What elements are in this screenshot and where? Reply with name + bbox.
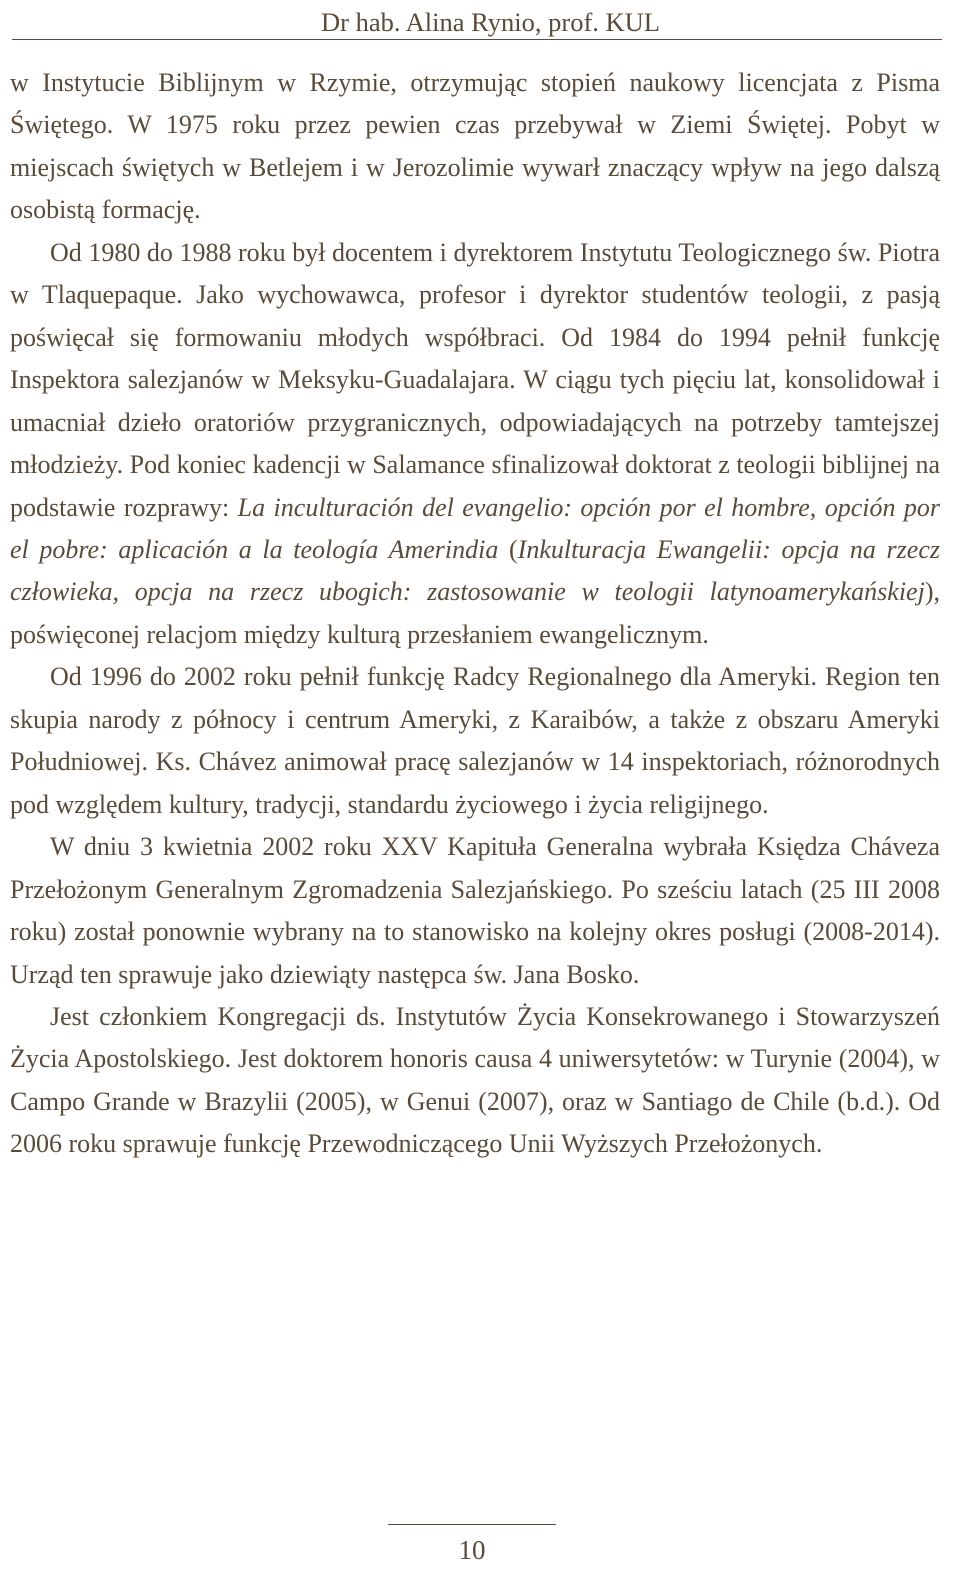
running-header — [12, 4, 942, 40]
paragraph-1: w Instytucie Biblijnym w Rzymie, otrzymując stopień naukowy licencjata z Pisma Świętego. W 1975 roku przez pewien czas przebywał w Ziemi Świętej. Pobyt w miejscach świętych w Betlejem i w Jerozolimie wywarł znaczący wpływ na jego dalszą osobistą formację. — [10, 68, 940, 225]
dissertation-title-translation: Inkulturacja Ewangelii: opcja na rzecz człowieka, opcja na rzecz ubogich: zastosowanie w teologii latynoamerykańskiej — [10, 534, 940, 607]
paragraph-3: Od 1996 do 2002 roku pełnił funkcję Radcy Regionalnego dla Ameryki. Region ten skupia narody z północy i centrum Ameryki, z Karaibów, a także z obszaru Ameryki Południowej. Ks. Chávez animował pracę salezjanów w 14 inspektoriach, różnorodnych pod względem kultury, tradycji, standardu życiowego i życia religijnego. — [10, 662, 940, 819]
footer-rule — [388, 1524, 556, 1525]
paragraph-2-text-b: ( — [498, 534, 518, 564]
running-header-title: Dr hab. Alina Rynio, prof. KUL — [321, 7, 660, 37]
dissertation-title: La inculturación del evangelio: opción por el hombre, opción por el pobre: aplicación a la teología Amerindia — [10, 492, 940, 564]
page-number: 10 — [458, 1535, 486, 1565]
paragraph-4: W dniu 3 kwietnia 2002 roku XXV Kapituła Generalna wybrała Księdza Cháveza Przełożonym Generalnym Zgromadzenia Salezjańskiego. Po sześciu latach (25 III 2008 roku) został ponownie wybrany na to stanowisko na kolejny okres posługi (2008-2014). Urząd ten sprawuje jako dziewiąty następca św. Jana Bosko. — [10, 832, 940, 989]
paragraph-2-text-a: Od 1980 do 1988 roku był docentem i dyrektorem Instytutu Teologicznego św. Piotra w Tlaquepaque. Jako wychowawca, profesor i dyrektor studentów teologii, z pasją poświęcał się formowaniu młodych współbraci. Od 1984 do 1994 pełnił funkcję Inspektora salezjanów w Meksyku-Guadalajara. W ciągu tych pięciu lat, konsolidował i umacniał dzieło oratoriów przygranicznych, odpowiadających na potrzeby tamtejszej młodzieży. Pod koniec kadencji w Salamance sfinalizował doktorat z teologii biblijnej na podstawie rozprawy: — [10, 237, 940, 522]
body-text — [10, 62, 940, 1166]
paragraph-2-text-c: ), poświęconej relacjom między kulturą przesłaniem ewangelicznym. — [10, 577, 940, 649]
paragraph-5: Jest członkiem Kongregacji ds. Instytutów Życia Konsekrowanego i Stowarzyszeń Życia Apostolskiego. Jest doktorem honoris causa 4 uniwersytetów: w Turynie (2004), w Campo Grande w Brazylii (2005), w Genui (2007), oraz w Santiago de Chile (b.d.). Od 2006 roku sprawuje funkcję Przewodniczącego Unii Wyższych Przełożonych. — [10, 1001, 940, 1159]
paragraph-2 — [10, 232, 940, 657]
